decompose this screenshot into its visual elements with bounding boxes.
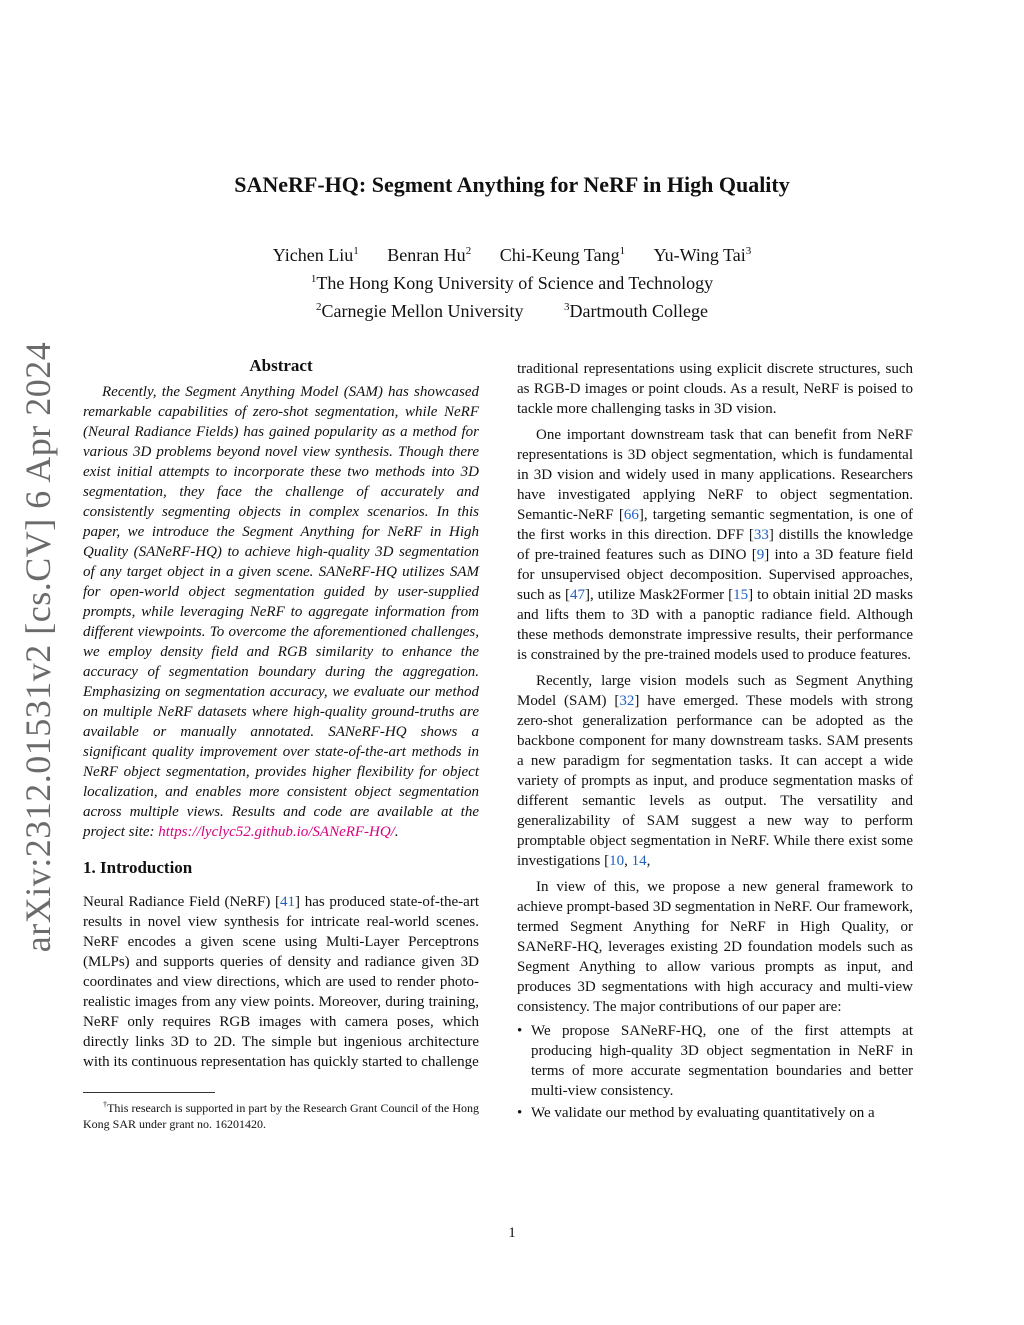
- arxiv-identifier: arXiv:2312.01531v2 [cs.CV] 6 Apr 2024: [18, 341, 58, 953]
- author: Yichen Liu$^1$: [272, 245, 359, 265]
- author-block: [0, 239, 1024, 323]
- citation-link[interactable]: 41: [280, 894, 296, 910]
- author-list: [0, 239, 1024, 267]
- paper-title: SANeRF-HQ: Segment Anything for NeRF in High Quality: [234, 172, 790, 197]
- abstract-heading: Abstract: [249, 356, 313, 375]
- right-column: [517, 359, 913, 1123]
- section-heading-introduction: 1. Introduction: [83, 858, 193, 877]
- citation-link[interactable]: 32: [619, 693, 635, 709]
- project-site-link[interactable]: https://lyclyc52.github.io/SANeRF-HQ/: [158, 824, 395, 840]
- body-paragraph: One important downstream task that can benefit from NeRF representations is 3D object segmentation, which is fundamental in 3D vision and widely used in many applications. Researchers have investigated applying NeRF to object segmentation. Semantic-NeRF [66], targeting semantic segmentation, is one of the first works in this direction. DFF [33] distills the knowledge of pre-trained features such as DINO [9] into a 3D feature field for unsupervised object decomposition. Supervised approaches, such as [47], utilize Mask2Former [15] to obtain initial 2D masks and lifts them to 3D with a panoptic radiance field. Although these methods demonstrate impressive results, their performance is constrained by the pre-trained models used to produce features.: [517, 427, 913, 663]
- citation-link[interactable]: 14: [631, 853, 647, 869]
- abstract-body: Recently, the Segment Anything Model (SAM) has showcased remarkable capabilities of zero-shot segmentation, while NeRF (Neural Radiance Fields) has gained popularity as a method for various 3D problems beyond novel view synthesis. Though there exist initial attempts to incorporate these two methods into 3D segmentation, they face the challenge of accurately and consistently segmenting objects in complex scenarios. In this paper, we introduce the Segment Anything for NeRF in High Quality (SANeRF-HQ) to achieve high-quality 3D segmentation of any target object in a given scene. SANeRF-HQ utilizes SAM for open-world object segmentation guided by user-supplied prompts, while leveraging NeRF to aggregate information from different viewpoints. To overcome the aforementioned challenges, we employ density field and RGB similarity to enhance the accuracy of segmentation boundary during the aggregation. Emphasizing on segmentation accuracy, we evaluate our method on multiple NeRF datasets where high-quality ground-truths are available or manually annotated. SANeRF-HQ shows a significant quality improvement over state-of-the-art methods in NeRF object segmentation, provides higher flexibility for object localization, and enables more consistent object segmentation across multiple views. Results and code are available at the project site: https://lyclyc52.github.io/SANeRF-HQ/.: [83, 384, 479, 840]
- citation-link[interactable]: 9: [756, 547, 765, 563]
- list-item: • We validate our method by evaluating quantitatively on a: [517, 1105, 875, 1121]
- footnote: †This research is supported in part by the Research Grant Council of the Hong Kong SAR under grant no. 16201420.: [83, 1100, 479, 1131]
- affiliation-line: $^2$Carnegie Mellon University $^3$Dartmouth College: [316, 301, 708, 321]
- citation-link[interactable]: 15: [733, 587, 749, 603]
- body-paragraph: Recently, large vision models such as Segment Anything Model (SAM) [32] have emerged. These models with strong zero-shot generalization performance can be adopted as the backbone component for many downstream tasks. SAM presents a new paradigm for segmentation tasks. It can accept a wide variety of prompts as input, and produce segmentation masks of different semantic levels as output. The versatility and generalizability of SAM suggest a new way to perform promptable object segmentation in NeRF. While there exist some investigations [10, 14,: [517, 673, 913, 869]
- footnote-divider: [83, 1092, 215, 1093]
- body-paragraph: In view of this, we propose a new general framework to achieve prompt-based 3D segmentation in NeRF. Our framework, termed Segment Anything for NeRF in High Quality, or SANeRF-HQ, leverages existing 2D foundation models such as Segment Anything to allow various prompts as input, and produces 3D segmentations with high accuracy and multi-view consistency. The major contributions of our paper are:: [517, 879, 913, 1015]
- author: Yu-Wing Tai$^3$: [653, 245, 752, 265]
- affiliation-line: $^1$The Hong Kong University of Science and Technology: [310, 273, 714, 293]
- citation-link[interactable]: 10: [609, 853, 625, 869]
- contribution-list: [517, 1021, 913, 1123]
- citation-link[interactable]: 33: [753, 527, 769, 543]
- citation-link[interactable]: 47: [569, 587, 585, 603]
- left-column: [83, 356, 479, 1132]
- intro-paragraph: Neural Radiance Field (NeRF) [41] has produced state-of-the-art results in novel view synthesis for intricate real-world scenes. NeRF encodes a given scene using Multi-Layer Perceptrons (MLPs) and supports queries of density and radiance given 3D coordinates and view directions, which are used to render photo-realistic images from any view points. Moreover, during training, NeRF only requires RGB images with camera poses, which directly links 3D to 2D. The simple but ingenious architecture with its continuous representation has quickly started to challenge: [83, 894, 479, 1070]
- author: Benran Hu$^2$: [387, 245, 472, 265]
- citation-link[interactable]: 66: [623, 507, 639, 523]
- list-item: • We propose SANeRF-HQ, one of the first attempts at producing high-quality 3D object segmentation in NeRF in terms of more accurate segmentation boundaries and better multi-view consistency.: [517, 1023, 913, 1099]
- author: Chi-Keung Tang$^1$: [499, 245, 626, 265]
- page-number: 1: [508, 1225, 516, 1241]
- body-paragraph: traditional representations using explicit discrete structures, such as RGB-D images or point clouds. As a result, NeRF is poised to tackle more challenging tasks in 3D vision.: [517, 361, 913, 417]
